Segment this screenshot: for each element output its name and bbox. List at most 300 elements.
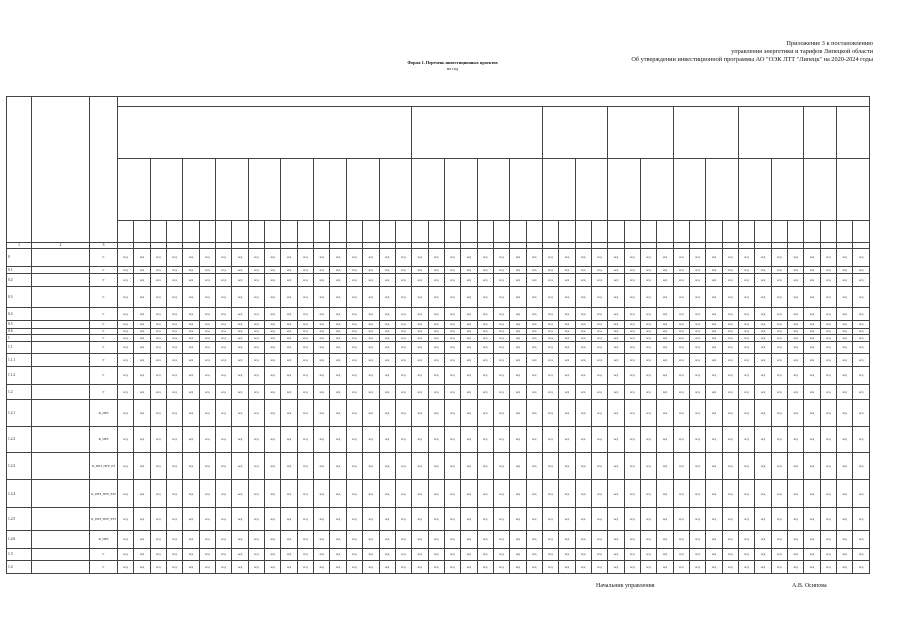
row-value: н/д	[755, 354, 771, 367]
row-value: н/д	[216, 266, 232, 274]
row-value: н/д	[134, 249, 150, 267]
row-value: н/д	[477, 249, 493, 267]
row-value: н/д	[444, 266, 460, 274]
row-value: н/д	[853, 530, 869, 548]
row-value: н/д	[428, 249, 444, 267]
row-value: н/д	[379, 427, 395, 452]
row-value: н/д	[673, 354, 689, 367]
unit-header-36	[690, 221, 706, 243]
row-value: н/д	[575, 341, 591, 354]
row-value: н/д	[608, 399, 624, 427]
row-value: н/д	[493, 286, 509, 307]
row-value: н/д	[591, 320, 607, 328]
row-value: н/д	[265, 249, 281, 267]
row-name	[32, 480, 90, 508]
row-value: н/д	[167, 530, 183, 548]
row-value: н/д	[444, 530, 460, 548]
row-value: н/д	[167, 508, 183, 531]
row-value: н/д	[853, 308, 869, 321]
unit-header-12	[297, 221, 313, 243]
row-value: н/д	[575, 354, 591, 367]
row-value: н/д	[657, 366, 673, 384]
row-value: н/д	[542, 508, 558, 531]
row-value: н/д	[248, 561, 264, 574]
table-row	[7, 452, 870, 480]
subheader-15	[575, 159, 608, 221]
row-value: н/д	[183, 480, 199, 508]
row-value: н/д	[265, 452, 281, 480]
row-value: н/д	[118, 341, 134, 354]
row-value: н/д	[690, 561, 706, 574]
group-header-6	[739, 107, 804, 159]
row-code: Г	[90, 341, 118, 354]
row-value: н/д	[559, 274, 575, 287]
row-value: н/д	[167, 384, 183, 399]
row-value: н/д	[542, 341, 558, 354]
row-value: н/д	[363, 530, 379, 548]
row-value: н/д	[346, 249, 362, 267]
row-value: н/д	[477, 354, 493, 367]
row-value: н/д	[837, 480, 853, 508]
row-value: н/д	[297, 266, 313, 274]
row-value: н/д	[657, 354, 673, 367]
row-value: н/д	[379, 452, 395, 480]
left-header-1	[7, 97, 32, 243]
header-row-groups	[7, 107, 870, 159]
row-value: н/д	[363, 274, 379, 287]
row-value: н/д	[216, 328, 232, 335]
row-value: н/д	[281, 480, 297, 508]
row-value: н/д	[510, 480, 526, 508]
row-value: н/д	[575, 480, 591, 508]
row-value: н/д	[232, 341, 248, 354]
row-value: н/д	[493, 335, 509, 342]
row-value: н/д	[575, 427, 591, 452]
row-value: н/д	[330, 508, 346, 531]
row-value: н/д	[559, 452, 575, 480]
row-value: н/д	[183, 366, 199, 384]
row-value: н/д	[150, 452, 166, 480]
header-row-subheaders	[7, 159, 870, 221]
row-value: н/д	[379, 384, 395, 399]
row-value: н/д	[608, 341, 624, 354]
row-value: н/д	[673, 530, 689, 548]
row-number: 1.2	[7, 384, 32, 399]
row-value: н/д	[477, 335, 493, 342]
row-value: н/д	[281, 427, 297, 452]
row-value: н/д	[314, 399, 330, 427]
row-value: н/д	[542, 530, 558, 548]
row-value: н/д	[853, 452, 869, 480]
row-value: н/д	[510, 249, 526, 267]
row-value: н/д	[167, 308, 183, 321]
group-header-5	[673, 107, 738, 159]
row-value: н/д	[575, 530, 591, 548]
row-value: н/д	[510, 508, 526, 531]
group-header-1	[118, 107, 412, 159]
subheader-10	[412, 159, 445, 221]
row-value: н/д	[477, 308, 493, 321]
row-value: н/д	[575, 286, 591, 307]
row-value: н/д	[444, 308, 460, 321]
row-value: н/д	[706, 399, 722, 427]
row-value: н/д	[150, 508, 166, 531]
row-value: н/д	[755, 249, 771, 267]
row-value: н/д	[461, 508, 477, 531]
row-value: н/д	[690, 354, 706, 367]
row-value: н/д	[526, 286, 542, 307]
row-value: н/д	[722, 452, 738, 480]
row-value: н/д	[493, 548, 509, 561]
row-value: н/д	[706, 384, 722, 399]
row-value: н/д	[265, 508, 281, 531]
row-value: н/д	[314, 530, 330, 548]
row-value: н/д	[673, 561, 689, 574]
row-value: н/д	[706, 286, 722, 307]
row-value: н/д	[820, 266, 836, 274]
row-value: н/д	[150, 354, 166, 367]
row-value: н/д	[804, 366, 820, 384]
row-value: н/д	[297, 548, 313, 561]
row-name	[32, 548, 90, 561]
row-value: н/д	[837, 561, 853, 574]
row-value: н/д	[134, 452, 150, 480]
row-value: н/д	[167, 480, 183, 508]
row-value: н/д	[624, 274, 640, 287]
row-value: н/д	[559, 480, 575, 508]
row-value: н/д	[591, 249, 607, 267]
row-value: н/д	[641, 249, 657, 267]
row-value: н/д	[216, 354, 232, 367]
table-row	[7, 561, 870, 574]
row-value: н/д	[346, 328, 362, 335]
row-value: н/д	[510, 308, 526, 321]
row-value: н/д	[265, 480, 281, 508]
row-value: н/д	[265, 384, 281, 399]
row-value: н/д	[706, 266, 722, 274]
row-value: н/д	[444, 399, 460, 427]
row-value: н/д	[788, 399, 804, 427]
row-value: н/д	[673, 274, 689, 287]
row-value: н/д	[788, 480, 804, 508]
row-value: н/д	[379, 399, 395, 427]
header-row-units	[7, 221, 870, 243]
row-value: н/д	[118, 452, 134, 480]
row-value: н/д	[265, 286, 281, 307]
row-value: н/д	[281, 286, 297, 307]
unit-header-25	[510, 221, 526, 243]
row-value: н/д	[820, 366, 836, 384]
row-value: н/д	[804, 249, 820, 267]
row-value: н/д	[493, 341, 509, 354]
row-value: н/д	[771, 286, 787, 307]
row-value: н/д	[804, 274, 820, 287]
row-value: н/д	[330, 266, 346, 274]
row-value: н/д	[265, 341, 281, 354]
row-value: н/д	[199, 354, 215, 367]
row-value: н/д	[281, 328, 297, 335]
row-value: н/д	[771, 308, 787, 321]
row-name	[32, 366, 90, 384]
row-number: 0	[7, 249, 32, 267]
row-value: н/д	[542, 266, 558, 274]
row-name	[32, 384, 90, 399]
row-value: н/д	[199, 480, 215, 508]
row-value: н/д	[624, 341, 640, 354]
row-value: н/д	[183, 274, 199, 287]
row-value: н/д	[477, 384, 493, 399]
row-name	[32, 320, 90, 328]
row-value: н/д	[314, 274, 330, 287]
row-value: н/д	[199, 508, 215, 531]
row-value: н/д	[314, 452, 330, 480]
row-value: н/д	[542, 399, 558, 427]
unit-header-39	[739, 221, 755, 243]
unit-header-22	[461, 221, 477, 243]
row-value: н/д	[150, 274, 166, 287]
row-value: н/д	[395, 249, 411, 267]
row-value: н/д	[477, 341, 493, 354]
row-value: н/д	[395, 399, 411, 427]
table-row	[7, 508, 870, 531]
row-value: н/д	[591, 354, 607, 367]
row-value: н/д	[134, 548, 150, 561]
row-value: н/д	[608, 249, 624, 267]
row-value: н/д	[641, 548, 657, 561]
row-value: н/д	[232, 328, 248, 335]
row-value: н/д	[739, 548, 755, 561]
row-value: н/д	[755, 308, 771, 321]
row-value: н/д	[199, 427, 215, 452]
row-value: н/д	[641, 530, 657, 548]
row-value: н/д	[608, 548, 624, 561]
row-value: н/д	[591, 308, 607, 321]
row-value: н/д	[199, 335, 215, 342]
row-value: н/д	[216, 399, 232, 427]
table-row	[7, 354, 870, 367]
row-value: н/д	[673, 286, 689, 307]
row-value: н/д	[444, 366, 460, 384]
subheader-1	[118, 159, 151, 221]
row-value: н/д	[608, 320, 624, 328]
row-value: н/д	[641, 452, 657, 480]
row-value: н/д	[591, 480, 607, 508]
row-value: н/д	[837, 530, 853, 548]
row-value: н/д	[608, 480, 624, 508]
row-value: н/д	[444, 328, 460, 335]
row-value: н/д	[183, 335, 199, 342]
row-value: н/д	[624, 366, 640, 384]
row-value: н/д	[477, 399, 493, 427]
row-number: 0.6	[7, 328, 32, 335]
row-number: 1.2.4	[7, 480, 32, 508]
row-value: н/д	[804, 561, 820, 574]
row-value: н/д	[428, 266, 444, 274]
row-value: н/д	[722, 384, 738, 399]
row-value: н/д	[739, 452, 755, 480]
row-value: н/д	[150, 399, 166, 427]
subheader-2	[150, 159, 183, 221]
row-value: н/д	[804, 427, 820, 452]
row-value: н/д	[461, 480, 477, 508]
row-value: н/д	[657, 561, 673, 574]
row-value: н/д	[477, 286, 493, 307]
row-value: н/д	[167, 320, 183, 328]
row-value: н/д	[755, 452, 771, 480]
row-name	[32, 249, 90, 267]
row-value: н/д	[281, 341, 297, 354]
row-value: н/д	[542, 427, 558, 452]
row-value: н/д	[183, 328, 199, 335]
row-value: н/д	[167, 561, 183, 574]
row-code: Г	[90, 354, 118, 367]
row-value: н/д	[150, 427, 166, 452]
row-value: н/д	[232, 530, 248, 548]
row-value: н/д	[167, 286, 183, 307]
row-value: н/д	[428, 508, 444, 531]
row-value: н/д	[461, 561, 477, 574]
row-value: н/д	[346, 548, 362, 561]
table-row	[7, 320, 870, 328]
row-value: н/д	[199, 399, 215, 427]
row-value: н/д	[232, 308, 248, 321]
row-value: н/д	[297, 508, 313, 531]
row-value: н/д	[755, 427, 771, 452]
row-value: н/д	[199, 328, 215, 335]
row-value: н/д	[706, 480, 722, 508]
row-value: н/д	[265, 427, 281, 452]
row-value: н/д	[428, 341, 444, 354]
row-value: н/д	[118, 274, 134, 287]
row-value: н/д	[281, 320, 297, 328]
row-value: н/д	[199, 561, 215, 574]
row-value: н/д	[706, 530, 722, 548]
row-value: н/д	[493, 320, 509, 328]
row-value: н/д	[428, 384, 444, 399]
row-value: н/д	[624, 384, 640, 399]
row-value: н/д	[690, 480, 706, 508]
row-name	[32, 427, 90, 452]
row-value: н/д	[216, 366, 232, 384]
row-value: н/д	[461, 335, 477, 342]
row-value: н/д	[248, 508, 264, 531]
row-value: н/д	[526, 384, 542, 399]
row-value: н/д	[183, 399, 199, 427]
row-value: н/д	[706, 561, 722, 574]
row-value: н/д	[150, 308, 166, 321]
row-value: н/д	[134, 508, 150, 531]
row-value: н/д	[314, 335, 330, 342]
row-value: н/д	[624, 249, 640, 267]
row-value: н/д	[788, 341, 804, 354]
row-value: н/д	[771, 452, 787, 480]
row-value: н/д	[314, 508, 330, 531]
row-value: н/д	[379, 274, 395, 287]
row-value: н/д	[837, 274, 853, 287]
row-value: н/д	[706, 452, 722, 480]
row-value: н/д	[134, 335, 150, 342]
row-value: н/д	[412, 328, 428, 335]
row-value: н/д	[853, 274, 869, 287]
unit-header-44	[820, 221, 836, 243]
row-value: н/д	[559, 427, 575, 452]
row-value: н/д	[232, 354, 248, 367]
row-value: н/д	[216, 320, 232, 328]
row-code: Г	[90, 335, 118, 342]
row-value: н/д	[493, 508, 509, 531]
row-value: н/д	[265, 308, 281, 321]
row-value: н/д	[150, 320, 166, 328]
investment-projects-table	[6, 96, 870, 574]
row-value: н/д	[641, 354, 657, 367]
row-value: н/д	[199, 274, 215, 287]
row-value: н/д	[199, 366, 215, 384]
row-value: н/д	[575, 266, 591, 274]
row-value: н/д	[346, 320, 362, 328]
row-value: н/д	[297, 341, 313, 354]
row-value: н/д	[167, 274, 183, 287]
row-value: н/д	[150, 341, 166, 354]
row-value: н/д	[690, 274, 706, 287]
row-value: н/д	[739, 399, 755, 427]
row-code: Г	[90, 274, 118, 287]
row-value: н/д	[739, 249, 755, 267]
row-value: н/д	[575, 384, 591, 399]
row-value: н/д	[526, 508, 542, 531]
row-value: н/д	[314, 320, 330, 328]
row-value: н/д	[444, 249, 460, 267]
subheader-17	[641, 159, 674, 221]
row-value: н/д	[739, 328, 755, 335]
row-number: 0.5	[7, 320, 32, 328]
row-value: н/д	[248, 548, 264, 561]
unit-header-11	[281, 221, 297, 243]
row-value: н/д	[771, 530, 787, 548]
row-value: н/д	[412, 266, 428, 274]
row-value: н/д	[216, 335, 232, 342]
row-value: н/д	[248, 354, 264, 367]
row-value: н/д	[118, 399, 134, 427]
row-number: 1.2.3	[7, 452, 32, 480]
row-name	[32, 308, 90, 321]
row-number: 0.3	[7, 286, 32, 307]
row-value: н/д	[837, 548, 853, 561]
row-value: н/д	[706, 274, 722, 287]
row-name	[32, 399, 90, 427]
row-value: н/д	[624, 308, 640, 321]
row-value: н/д	[853, 427, 869, 452]
row-value: н/д	[118, 508, 134, 531]
row-value: н/д	[722, 335, 738, 342]
row-value: н/д	[657, 328, 673, 335]
row-value: н/д	[118, 266, 134, 274]
row-value: н/д	[265, 328, 281, 335]
row-code: К_ПРЗ	[90, 530, 118, 548]
row-value: н/д	[314, 328, 330, 335]
row-code: Г	[90, 366, 118, 384]
row-value: н/д	[641, 274, 657, 287]
unit-header-28	[559, 221, 575, 243]
row-value: н/д	[755, 341, 771, 354]
row-value: н/д	[346, 341, 362, 354]
row-value: н/д	[853, 399, 869, 427]
row-value: н/д	[216, 308, 232, 321]
row-value: н/д	[673, 266, 689, 274]
row-value: н/д	[379, 366, 395, 384]
row-value: н/д	[542, 249, 558, 267]
row-value: н/д	[395, 548, 411, 561]
row-value: н/д	[412, 249, 428, 267]
